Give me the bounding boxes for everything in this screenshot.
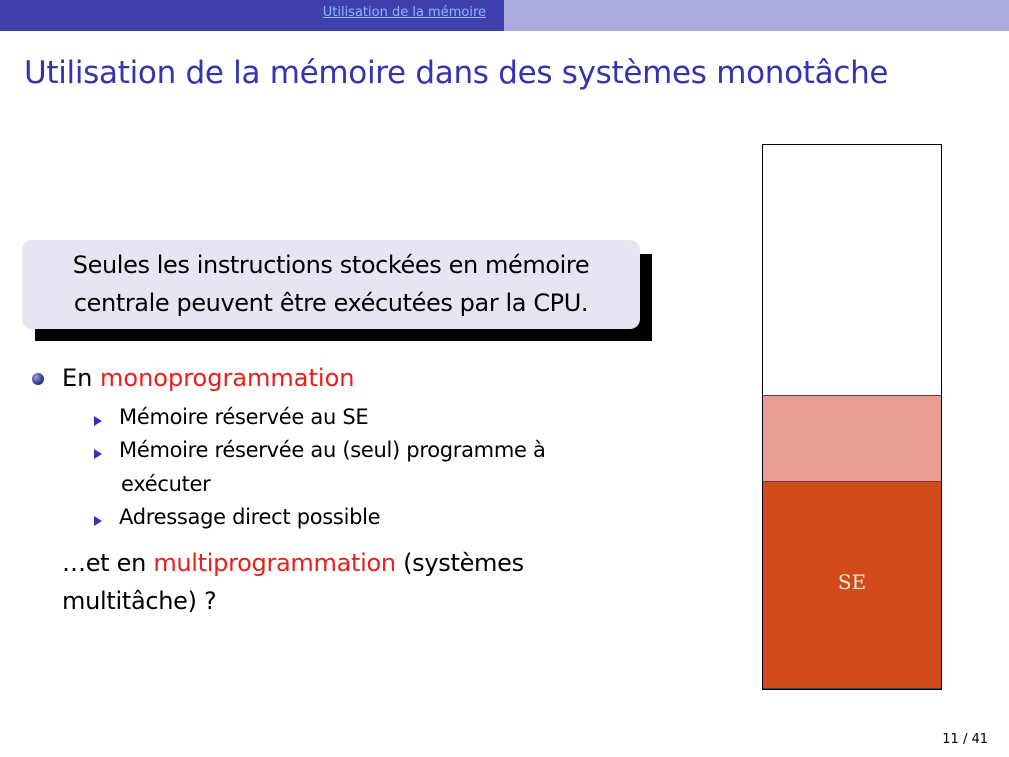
follow-up-line-1 [62,544,524,582]
triangle-bullet-icon [94,416,102,426]
sub-item-os-memory: Mémoire réservée au SE [119,405,369,429]
memory-free-region [763,145,941,396]
page-title: Utilisation de la mémoire dans des systèmes monotâche [24,55,889,91]
follow-up-text [62,544,524,620]
follow-up-prefix: …et en [62,549,154,577]
sub-item-program-memory-cont: exécuter [121,472,211,496]
memory-diagram [762,144,942,690]
sub-item-program-memory: Mémoire réservée au (seul) programme à [119,438,546,462]
bullet-highlight: monoprogrammation [100,364,355,392]
follow-up-suffix: (systèmes [395,549,524,577]
memory-os-region [763,482,941,689]
bullet-ball-icon [32,373,44,385]
sub-item-direct-addressing: Adressage direct possible [119,505,381,529]
callout-line-1: Seules les instructions stockées en mémoire [72,251,590,279]
memory-os-label: SE [837,570,867,594]
page-number: 11 / 41 [942,732,988,747]
follow-up-line-2: multitâche) ? [62,587,217,615]
memory-program-region [763,396,941,482]
bullet-prefix: En [62,364,101,392]
callout-line-2: centrale peuvent être exécutées par la CPU. [73,289,589,317]
nav-bar-right [504,0,1009,31]
callout-box [22,240,640,329]
triangle-bullet-icon [94,449,102,459]
section-link[interactable]: Utilisation de la mémoire [322,5,486,20]
nav-bar-left [0,0,504,31]
bullet-item [62,364,354,392]
follow-up-highlight: multiprogrammation [153,549,396,577]
triangle-bullet-icon [94,516,102,526]
